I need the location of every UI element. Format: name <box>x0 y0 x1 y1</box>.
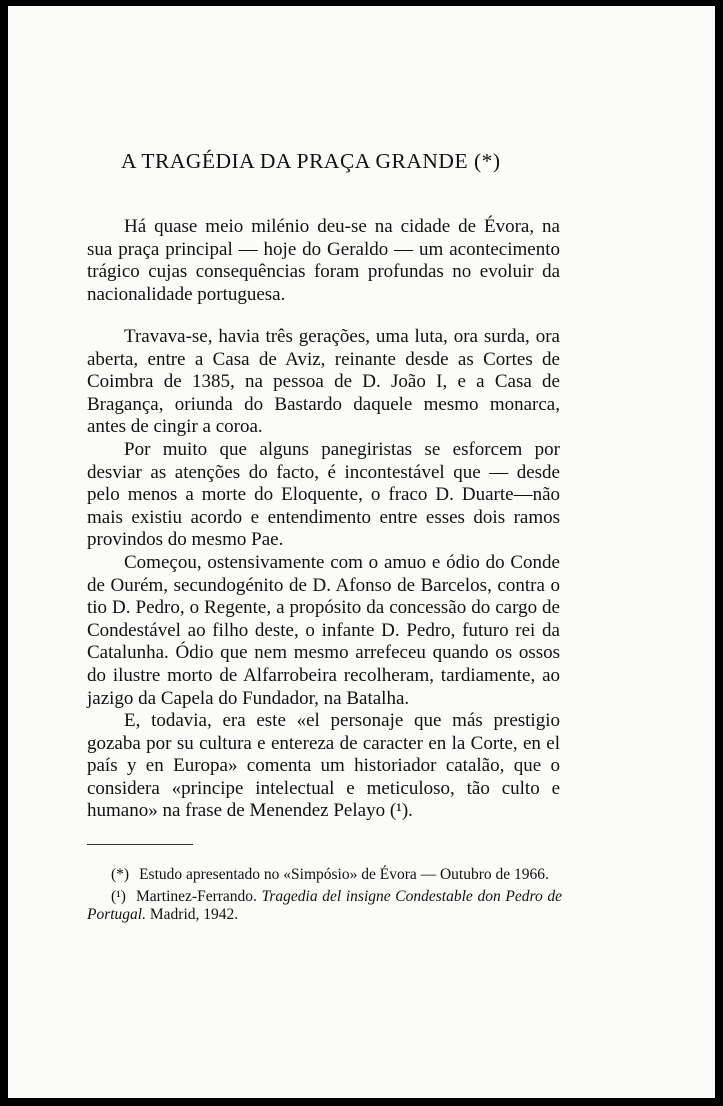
paragraph-4: Começou, ostensivamente com o amuo e ódio do Conde de Ourém, secundogénito de D. Afonso de Barcelos, contra o tio D. Pedro, o Regente, a propósito da concessão do cargo de Condestável ao filho deste, o infante D. Pedro, futuro rei da Catalunha. Ódio que nem mesmo arrefeceu quando os ossos do ilustre morto de Alfarrobeira recolheram, tardiamente, ao jazigo da Capela do Fundador, na Batalha. <box>87 551 560 709</box>
footnote-rule <box>87 844 193 845</box>
footnote-2-mark: (¹) <box>111 887 126 905</box>
footnote-2-work-title: Tragedia del insigne Condestable don Pedro de Portugal. <box>87 887 562 923</box>
paragraph-1: Há quase meio milénio deu-se na cidade de Évora, na sua praça principal — hoje do Geraldo — um acontecimento trágico cujas consequências foram profundas no evoluir da nacionalidade portuguesa. <box>87 216 560 305</box>
footnote-1 <box>87 866 562 885</box>
paragraph-3: Por muito que alguns panegiristas se esforcem por desviar as atenções do facto, é incontestável que — desde pelo menos a morte do Eloquente, o fraco D. Duarte—não mais existiu acordo e entendimento entre esses dois ramos provindos do mesmo Pae. <box>87 438 560 551</box>
paragraph-5: E, todavia, era este «el personaje que más prestigio gozaba por su cultura e entereza de caracter en la Corte, en el país y en Europa» comenta um historiador catalão, que o considera «principe intelectual e meticuloso, tão culto e humano» na frase de Menendez Pelayo (¹). <box>87 710 560 822</box>
footnote-1-mark: (*) <box>111 866 130 883</box>
main-text-block <box>87 326 560 823</box>
footnote-2 <box>87 888 562 925</box>
paragraph-2: Travava-se, havia três gerações, uma luta, ora surda, ora aberta, entre a Casa de Aviz, reinante desde as Cortes de Coimbra de 1385, na pessoa de D. João I, e a Casa de Bragança, oriunda do Bastardo daquele mesmo monarca, antes de cingir a coroa. <box>87 326 560 438</box>
footnote-1-text: Estudo apresentado no «Simpósio» de Évora — Outubro de 1966. <box>139 866 549 883</box>
footnote-2-author: Martinez-Ferrando. <box>135 887 257 905</box>
footnotes <box>87 866 562 928</box>
footnote-2-publication: Madrid, 1942. <box>149 906 239 923</box>
intro-block <box>87 216 560 306</box>
document-page <box>8 6 715 1098</box>
chapter-title: A TRAGÉDIA DA PRAÇA GRANDE (*) <box>121 149 501 173</box>
